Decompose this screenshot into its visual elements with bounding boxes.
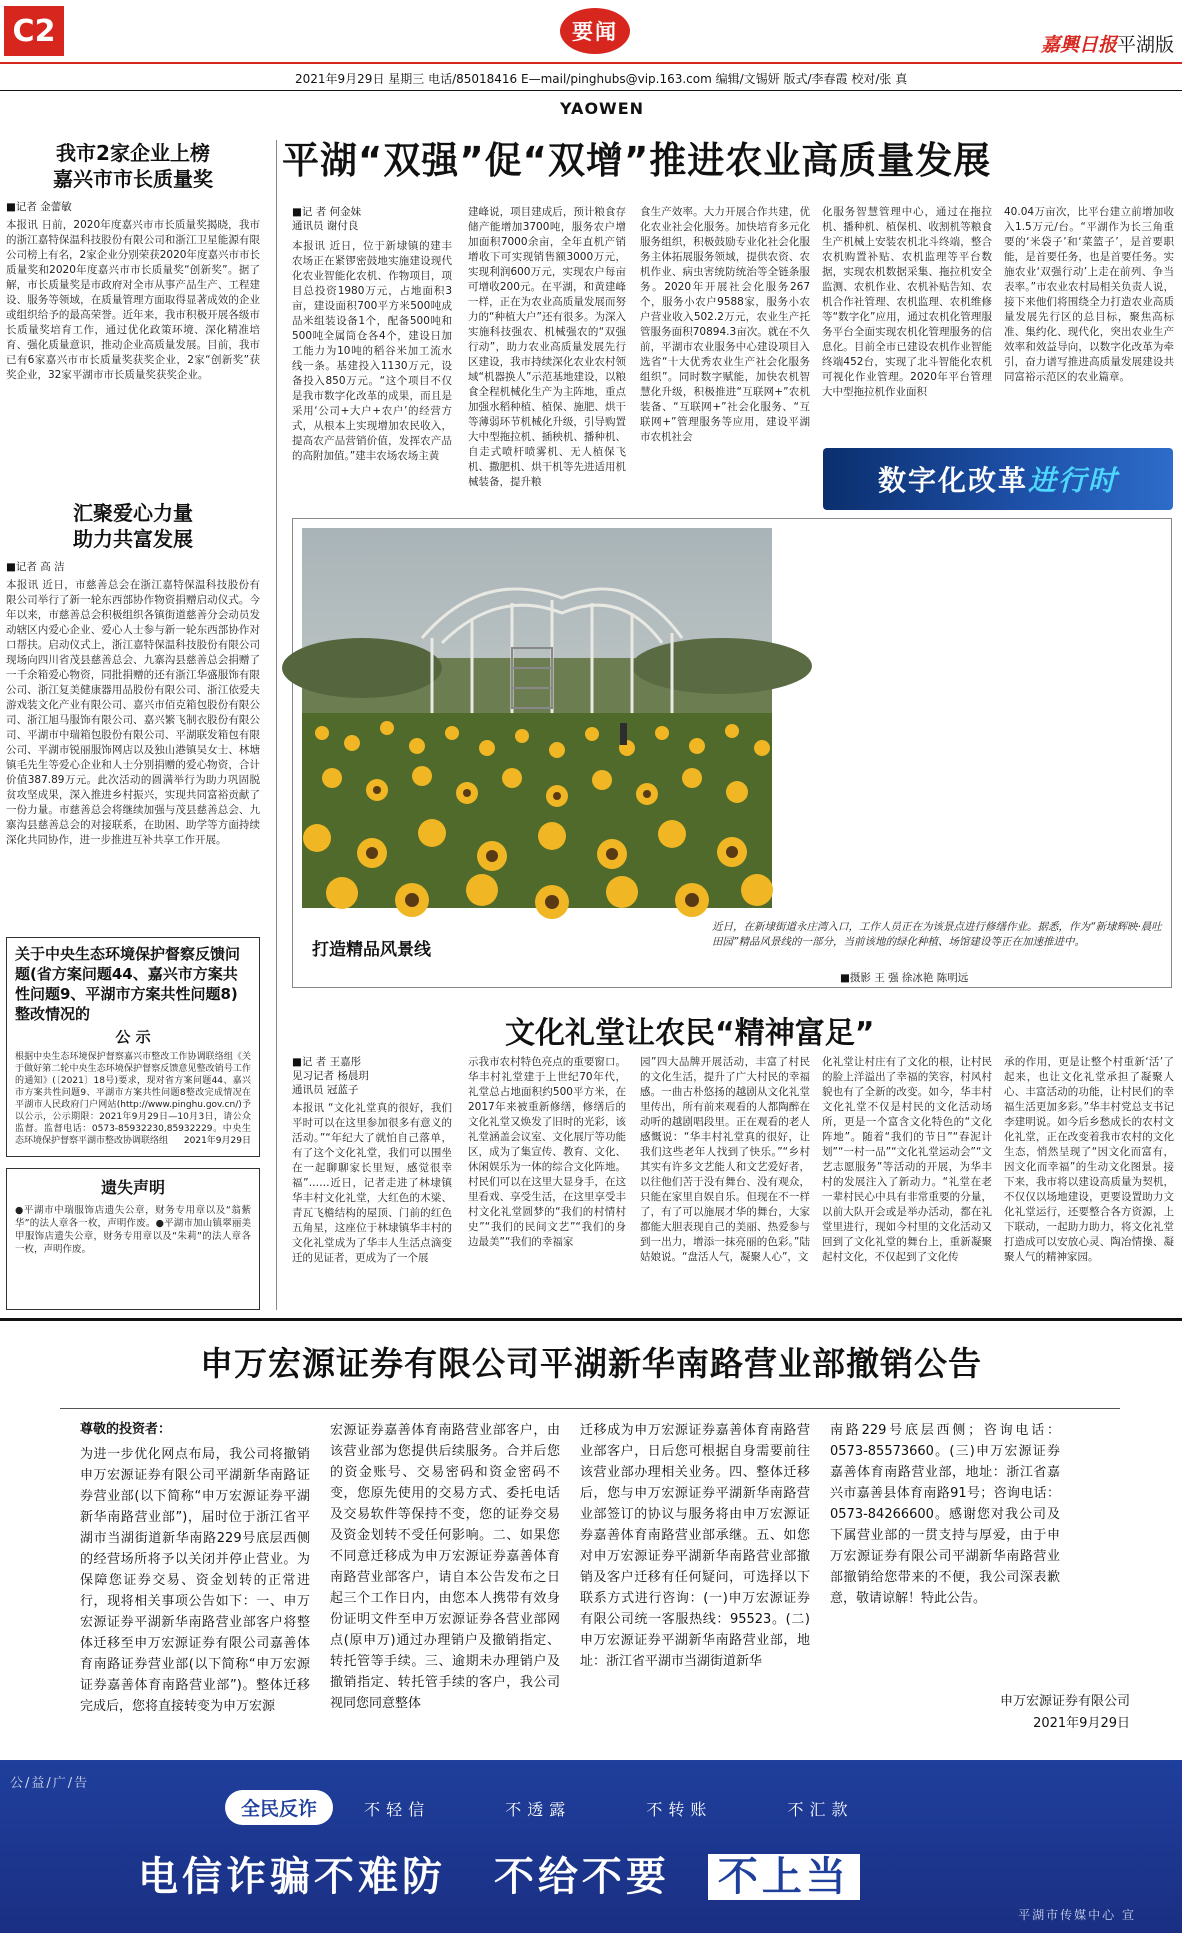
psa-label: 公/益/广/告	[10, 1776, 90, 1791]
ad-signer: 申万宏源证券有限公司	[999, 1694, 1130, 1709]
byline-correspondent: 通讯员 冠蓝子	[292, 1084, 359, 1096]
story-title-line1: 汇聚爱心力量	[73, 501, 193, 525]
psa-main-boxed: 不上当	[708, 1854, 860, 1900]
ad-salutation: 尊敬的投资者：	[80, 1422, 172, 1437]
psa-main-mid: 不给不要	[493, 1854, 670, 1900]
column-divider	[276, 140, 277, 1310]
culture-story-col4: 化礼堂让村庄有了文化的根，让村民的脸上洋溢出了幸福的笑容，村风村貌也有了全新的改变。如今，华丰村文化礼堂不仅是村民的文化活动场所，更是一个富含文化特色的“文化阵地”。随着“我们的节日”“春泥计划”“一村一品”“文化礼堂运动会”“文艺志愿服务”等活动的开展，为华丰村的发展注入了新动力。“礼堂在老一辈村民心中具有非常重要的分量，以前大队开会或是举办活动，都在礼堂里进行，现如今村里的文化活动又回到了文化礼堂的舞台上，重新凝聚起村文化，不仅起到了文化传	[822, 1056, 992, 1263]
psa-main-slogan	[138, 1845, 860, 1902]
digital-reform-banner	[823, 448, 1173, 510]
banner-accent-text: 进行时	[1028, 464, 1119, 497]
lost-notice-title: 遗失声明	[100, 1178, 165, 1197]
ad-title-rule	[60, 1408, 1120, 1409]
column-text: 本报讯 “文化礼堂真的很好，我们平时可以在这里参加很多有意义的活动。”“年纪大了就怕自己落单，有了这个文化礼堂，我们可以围坐在一起聊聊家长里短，感觉很幸福”……近日，记者走进了林埭镇华丰村文化礼堂，大红色的木梁、青瓦飞檐结构的屋顶、门前的红色五角星，这座位于林埭镇华丰村的文化礼堂成为了华丰人生活点滴变迁的见证者，更成为了一个展	[292, 1102, 452, 1264]
story-title-line2: 助力共富发展	[73, 527, 193, 551]
paper-brand	[1041, 30, 1174, 57]
ad-col4: 南路229号底层西侧；咨询电话：0573-85573660。(三)申万宏源证券嘉善体育南路营业部，地址：浙江省嘉兴市嘉善县体育南路91号；咨询电话：0573-84266600。感谢您对我公司及下属营业部的一贯支持与厚爱，由于申万宏源证券有限公司平湖新华南路营业部撤销给您带来的不便，我公司深表歉意，敬请谅解！特此公告。	[830, 1423, 1060, 1606]
byline-reporter: ■记 者 何金妹	[292, 206, 362, 218]
page-number-badge: C2	[4, 6, 64, 56]
sunflower-field-photo	[302, 528, 772, 908]
story-title-line2: 嘉兴市市长质量奖	[53, 167, 213, 191]
psa-slogan: 不轻信	[364, 1800, 431, 1819]
brand-edition: 平湖版	[1116, 34, 1174, 56]
story-charity	[6, 500, 260, 930]
story-title-line1: 我市2家企业上榜	[56, 141, 210, 165]
header-divider	[0, 90, 1182, 91]
main-story-col3: 食生产效率。大力开展合作共建，优化农业社会化服务。加快培育多元化服务组织，积极鼓励专业化社会化服务主体拓展服务领域，提供农资、农机作业、病虫害统防统治等全链条服务。2020年开展社会化服务267个，服务小农户9588家，服务小农户营业收入502.2万元，农业生产托管服务面积70894.3亩次。就在不久前，平湖市农业服务中心建设项目入选省“十大优秀农业生产社会化服务组织”。同时数字赋能，加快农机智慧化升级，积极推进“互联网+”农机装备、“互联网+”社会化服务、“互联网+”管理服务等应用，建设平湖市农机社会	[640, 206, 810, 443]
psa-slogan: 不透露	[505, 1800, 572, 1819]
main-story-col2: 建峰说，项目建成后，预计粮食存储产能增加3700吨，服务农户增加面积7000余亩，全年直机产销增收下可实现销售额3000万元，实现利润600万元，实现农户每亩可增收200元。在平湖，和黄建峰一样，正在为农业高质量发展而努力的“种植大户”还有很多。为深入实施科技强农、机械强农的“双强行动”，助力农业高质量发展先行区建设，我市持续深化农业农村领域“机器换人”示范基地建设，以粮食全程机械化生产为主阵地，重点加强水稻种植、植保、施肥、烘干等薄弱环节机械化升级，引导购置大中型拖拉机、插秧机、播种机、自走式喷杆喷雾机、无人植保飞机、撒肥机、烘干机等先进适用机械装备，提升粮	[468, 206, 626, 488]
story-byline: ■记者 高 洁	[6, 561, 65, 573]
ad-col2: 宏源证券嘉善体育南路营业部客户，由该营业部为您提供后续服务。合并后您的资金账号、交易密码和资金密码不变，您原先使用的交易方式、委托电话及交易软件等保持不变，您的证券交易及资金划转不受任何影响。二、如果您不同意迁移成为申万宏源证券嘉善体育南路营业部客户，请自本公告发布之日起三个工作日内，由您本人携带有效身份证明文件至申万宏源证券各营业部网点(原申万)通过办理销户及撤销指定、转托管等手续。三、逾期未办理销户及撤销指定、转托管手续的客户，我公司视同您同意整体	[330, 1423, 560, 1711]
ad-headline: 申万宏源证券有限公司平湖新华南路营业部撤销公告	[200, 1344, 982, 1383]
ad-col3: 迁移成为申万宏源证券嘉善体育南路营业部客户，日后您可根据自身需要前往该营业部办理相关业务。四、整体迁移后，您与申万宏源证券平湖新华南路营业部签订的协议与服务将由申万宏源证券嘉善体育南路营业部承继。五、如您对申万宏源证券平湖新华南路营业部撤销及客户迁移有任何疑问，可选择以下联系方式进行咨询：(一)申万宏源证券有限公司统一客服热线：95523。(二)申万宏源证券平湖新华南路营业部，地址：浙江省平湖市当湖街道新华	[580, 1423, 810, 1669]
banner-text: 数字化改革	[877, 464, 1028, 497]
ad-top-rule	[0, 1318, 1182, 1321]
photo-caption: 近日，在新埭街道永庄湾入口，工作人员正在为该景点进行修缮作业。据悉，作为“新埭辉映·晨吐田园”精品风景线的一部分，当前该地的绿化种植、场馆建设等正在加速推进中。	[712, 921, 1162, 948]
byline-trainee: 见习记者 杨晨玥	[292, 1070, 369, 1082]
culture-story-col3: 园”四大品牌开展活动，丰富了村民的文化生活，提升了广大村民的幸福感。一曲古朴悠扬的越剧从文化礼堂里传出，所有前来观看的人都陶醉在动听的越剧唱段里。正在观看的老人感慨说：“华丰村礼堂真的很好，让我们这些老年人找到了快乐。”“乡村其实有许多文艺能人和文艺爱好者，以往他们苦于没有舞台、没有观众，只能在家里自娱自乐。但现在不一样了，有了可以施展才华的舞台，大家都能大胆表现自己的美丽、热爱参与到一出力，增添一抹亮丽的色彩。”陆姑娘说。“盘活人气，凝聚人心”，文	[640, 1056, 810, 1263]
psa-slogan: 不转账	[646, 1800, 713, 1819]
byline-correspondent: 通讯员 谢付良	[292, 220, 359, 232]
ad-date: 2021年9月29日	[1033, 1716, 1130, 1731]
psa-footer: 平湖市传媒中心 宣	[1018, 1908, 1136, 1922]
notice-subtitle: 公 示	[115, 1028, 151, 1046]
notice-body: 根据中央生态环境保护督察嘉兴市整改工作协调联络组《关于做好第二轮中央生态环境保护督察反馈意见整改销号工作的通知》(〔2021〕18号)要求，现对省方案问题44、嘉兴市方案共性问题9、平湖市方案共性问题8整改完成情况在平湖市人民政府门户网站(http://www.pinghu.gov.cn/)予以公示，公示期限：2021年9月29日—10月3日，请公众监督。监督电话：0573-85932230,85932229。中央生态环境保护督察平湖市整改协调联络组	[15, 1052, 251, 1146]
story-quality-award	[6, 140, 260, 518]
column-text: 本报讯 近日，位于新埭镇的建丰农场正在紧锣密鼓地实施建设现代化农业智能化农机、作物项目，项目总投资1980万元，占地面积3亩，建设面积700平方米500吨成品米组装设备1个，配备500吨和500吨全属筒仓各4个，建设日加工能力为10吨的稻谷米加工流水线一条。基建投入1130万元，设备投入850万元。“这个项目不仅是我市数字化改革的成果，而且是采用‘公司+大户+农户’的经营方式，从根本上实现增加农民收入，提高农产品营销价值，发挥农产品的高附加值。”建丰农场农场主黄	[292, 240, 452, 462]
notice-title: 关于中央生态环境保护督察反馈问题(省方案问题44、嘉兴市方案共性问题9、平湖市方案共性问题8)整改情况的	[15, 945, 241, 1023]
psa-slogan-row	[225, 1790, 853, 1825]
issue-info-line: 2021年9月29日 星期三 电话/85018416 E—mail/pinghubs@vip.163.com 编辑/文锡妍 版式/李春霞 校对/张 真	[295, 72, 908, 86]
psa-slogan: 不汇款	[787, 1800, 854, 1819]
ad-col1: 为进一步优化网点布局，我公司将撤销申万宏源证券有限公司平湖新华南路证券营业部(以下简称“申万宏源证券平湖新华南路营业部”)，届时位于浙江省平湖市当湖街道新华南路229号底层西侧的经营场所将予以关闭并停止营业。为保障您证券交易、资金划转的正常进行，现将相关事项公告如下：一、申万宏源证券平湖新华南路营业部客户将整体迁移至申万宏源证券有限公司嘉善体育南路证券营业部(以下简称“申万宏源证券嘉善体育南路营业部”)。整体迁移完成后，您将直接转变为申万宏源	[80, 1447, 310, 1714]
culture-story-col5: 承的作用，更是让整个村重新‘活’了起来，也让文化礼堂承担了凝聚人心、丰富活动的功能，让村民们的幸福生活更加多彩。”华丰村党总支书记李建明说。如今后乡愁成长的农村文化礼堂，正在改变着我市农村的文化生态，悄然呈现了“因文化而富有，因文化而幸福”的生动文化图景。接下来，我市将以建设高质量为契机，不仅仅以场地建设，更要设置助力文化礼堂运行，还要整合各方资源，上下联动，一起助力助力，将文化礼堂打造成可以安放心灵、陶冶情操、凝聚人气的精神家园。	[1004, 1056, 1174, 1263]
main-story-col5: 40.04万亩次，比平台建立前增加收入1.5万元/台。“平湖作为长三角重要的‘米袋子’和‘菜篮子’，是首要职能，是首要任务，也是首要任务。实施农业‘双强行动’上走在前列、争当表率。”市农业农村局相关负责人说，接下来他们将围绕全力打造农业高质量发展先行区的总目标，聚焦高标准、集约化、现代化，突出农业生产效率和效益导向，以数字化改革为牵引，奋力谱写推进高质量发展建设共同富裕示范区的农业篇章。	[1004, 206, 1174, 383]
culture-story-col2: 示我市农村特色亮点的重要窗口。华丰村礼堂建于上世纪70年代，礼堂总占地面积约500平方米，在2017年来被重新修缮，修缮后的文化礼堂又焕发了旧时的光彩，该礼堂涵盖会议室、文化展厅等功能区，成为了集宣传、教育、文化、休闲娱乐为一体的综合文化阵地。村民们可以在这里大显身手，在这里看戏、享受生活，在这里享受丰村文化礼堂圆梦的“我们的村情村史”“我们的民间文艺”“我们的身边最美”“我们的幸福家	[468, 1056, 626, 1248]
section-badge: 要闻	[560, 8, 630, 54]
eco-notice-box	[6, 937, 260, 1157]
section-pinyin: YAOWEN	[560, 99, 645, 118]
photo-caption-title: 打造精品风景线	[312, 940, 431, 960]
brand-logo: 嘉興日报	[1040, 34, 1117, 56]
byline-reporter: ■记 者 王嘉彤	[292, 1056, 362, 1068]
notice-date: 2021年9月29日	[183, 1136, 251, 1146]
header-rule	[0, 62, 1182, 64]
main-headline: 平湖“双强”促“双增”推进农业高质量发展	[282, 139, 992, 182]
photo-illustration	[302, 528, 772, 908]
culture-headline: 文化礼堂让农民“精神富足”	[505, 1016, 875, 1051]
photo-credit: ■摄影 王 强 徐冰艳 陈明远	[840, 972, 969, 984]
lost-notice-body: ●平湖市中瑞服饰店遗失公章，财务专用章以及“翁紫华”的法人章各一枚，声明作废。●平湖市加山镇翠丽美甲服饰店遗失公章，财务专用章以及“朱莉”的法人章各一枚，声明作废。	[15, 1205, 251, 1255]
story-byline: ■记者 金蕾敏	[6, 201, 72, 213]
culture-story-col1	[292, 1055, 452, 1299]
story-body: 本报讯 近日，市慈善总会在浙江嘉特保温科技股份有限公司举行了新一轮东西部协作物资捐赠启动仪式。今年以来，市慈善总会积极组织各镇街道慈善分会动员发动辖区内爱心企业、爱心人士参与新一轮东西部协作对口帮扶。启动仪式上，浙江嘉特保温科技股份有限公司现场向四川省茂县慈善总会、九寨沟县慈善总会捐赠了一千余箱爱心物资，同批捐赠的还有浙江华盛服饰有限公司、浙江复美健康器用品股份有限公司、浙江依爱夫游戏装文化产业有限公司、嘉兴市佰克箱包股份有限公司、浙江旭马服饰有限公司、嘉兴繁飞制衣股份有限公司、平湖市中瑞箱包股份有限公司、平湖联发箱包有限公司、平湖市锐丽服饰网店以及独山港镇吴女士、林塘镇毛先生等爱心企业和人士分别捐赠的爱心物资，合计价值387.89万元。此次活动的圆满举行为助力巩固脱贫攻坚成果，深入推进乡村振兴，实现共同富裕贡献了一份力量。市慈善总会将继续加强与茂县慈善总会、九寨沟县慈善总会的对接联系，在助困、助学等方面持续深化共同协作，进一步推进互补共享工作开展。	[6, 579, 260, 846]
main-story-col4: 化服务智慧管理中心，通过在拖拉机、播种机、植保机、收割机等粮食生产机械上安装农机北斗终端，整合农机购置补贴、农机监理等平台数据，实现农机数据采集、拖拉机安全监测、农机作业、农机补贴告知、农机合作社管理、农机监理、农机维修等“数字化”应用，通过农机化管理服务平台全面实现农机化管理服务的信息化。目前全市已建设农机作业智能终端452台，实现了北斗智能化农机可视化作业管理。2020年平台管理大中型拖拉机作业面积	[822, 206, 992, 398]
psa-main-left: 电信诈骗不难防	[138, 1854, 446, 1900]
lost-notice-box	[6, 1168, 260, 1310]
psa-badge: 全民反诈	[225, 1790, 333, 1825]
main-story-col1	[292, 205, 452, 514]
story-body: 本报讯 日前，2020年度嘉兴市市长质量奖揭晓，我市的浙江嘉特保温科技股份有限公司和浙江卫星能源有限公司榜上有名，2家企业分别荣获2020年度嘉兴市市长质量奖和2020年度嘉兴市市长质量奖“创新奖”。据了解，市长质量奖是市政府对全市从事产品生产、工程建设、服务等领域，在质量管理方面取得显著成效的企业或组织给予的最高荣誉。近年来，我市积极开展各级市长质量奖培育工作，通过优化政策环境、深化精准培育、强化质量意识，推动企业高质量发展。目前，我市已有6家嘉兴市市长质量奖获奖企业，2家“创新奖”获奖企业，32家平湖市市长质量奖获奖企业。	[6, 219, 260, 381]
